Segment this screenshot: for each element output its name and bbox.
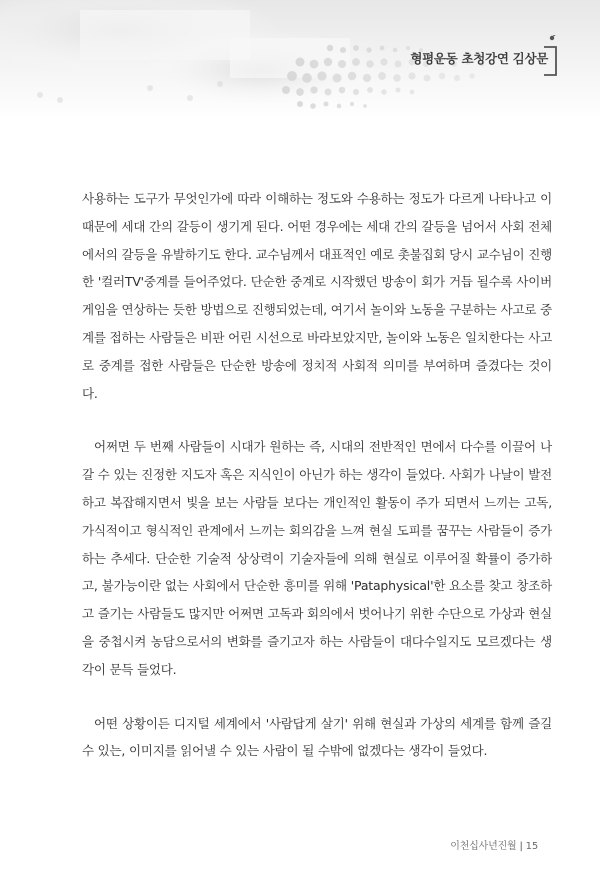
decorative-dot [469, 73, 475, 79]
decorative-dot [297, 101, 303, 107]
decorative-dot [352, 58, 360, 66]
decorative-dot [339, 87, 346, 94]
decorative-dot [395, 61, 402, 68]
footer-separator: | [519, 841, 523, 852]
decorative-dot [337, 104, 342, 109]
article-body [82, 185, 552, 791]
decorative-dot [296, 88, 304, 96]
header-title: 형평운동 초청강연 김상문 [410, 51, 548, 66]
page-footer [450, 837, 538, 852]
decorative-dot [353, 45, 359, 51]
decorative-dot [317, 71, 326, 80]
decorative-dot [393, 48, 398, 53]
decorative-dot [302, 73, 312, 83]
decorative-dot [310, 86, 317, 93]
decorative-dot [393, 74, 401, 82]
decorative-dot [324, 58, 332, 66]
paragraph-2: 어쩌면 두 번째 사람들이 시대가 원하는 즉, 시대의 전반적인 면에서 다수를 이끌어 나갈 수 있는 진정한 지도자 혹은 지식인이 아닌가 하는 생각이 들었다. 사회가 나날이 발전하고 복잡해지면서 빛을 보는 사람들 보다는 개인적인 활동이 주가 되면서 느끼는 고독, 가식적이고 형식적인 관계에서 느끼는 회의감을 느껴 현실 도피를 꿈꾸는 사람들이 증가하는 추세다. 단순한 기술적 상상력이 기술자들에 의해 현실로 이루어질 확률이 증가하고, 불가능이란 없는 사회에서 단순한 흥미를 위해 'Pataphysical'한 요소를 찾고 창조하고 즐기는 사람들도 많지만 어쩌면 고독과 회의에서 벗어나기 위한 수단으로 가상과 현실을 중첩시켜 농담으로서의 변화를 즐기고자 하는 사람들이 대다수일지도 모르겠다는 생각이 문득 들었다. [82, 439, 552, 677]
decorative-dot [333, 74, 342, 83]
decorative-dot [408, 72, 415, 79]
decorative-dot [37, 92, 43, 98]
decorative-dot [363, 104, 367, 108]
decorative-dot [395, 87, 400, 92]
decorative-dot [147, 85, 153, 91]
decorative-dot [187, 95, 193, 101]
paragraph-3: 어떤 상황이든 디지털 세계에서 '사람답게 살기' 위해 현실과 가상의 세계를 함께 즐길 수 있는, 이미지를 읽어낼 수 있는 사람이 될 수밖에 없겠다는 생각이 들었다. [82, 715, 552, 759]
decorative-dot [350, 102, 354, 106]
decorative-dot [380, 46, 385, 51]
decorative-dot [282, 86, 290, 94]
decorative-dot [323, 101, 328, 106]
decorative-dot [366, 60, 374, 68]
decorative-dot [348, 72, 357, 81]
decorative-dot [327, 45, 333, 51]
decorative-dot [439, 73, 446, 80]
decorative-dot [310, 60, 319, 69]
decorative-dot [310, 103, 316, 109]
decorative-dot [353, 89, 359, 95]
decorative-dot [378, 72, 386, 80]
decorative-dot [424, 75, 431, 82]
decorative-dot [217, 81, 223, 87]
paragraph-1: 사용하는 도구가 무엇인가에 따라 이해하는 정도와 수용하는 정도가 다르게 나타나고 이 때문에 세대 간의 갈등이 생기게 된다. 어떤 경우에는 세대 간의 갈등을 넘어서 사회 전체에서의 갈등을 유발하기도 한다. 교수님께서 대표적인 예로 촛불집회 당시 교수님이 진행한 '컬러TV'중계를 들어주었다. 단순한 중계로 시작했던 방송이 회가 거듭 될수록 사이버 게임을 연상하는 듯한 방법으로 진행되었는데, 여기서 놀이와 노동을 구분하는 사고로 중계를 접하는 사람들은 비판 어린 시선으로 바라보았지만, 놀이와 노동은 일치한다는 사고로 중계를 접한 사람들은 단순한 방송에 정치적 사회적 의미를 부여하며 즐겼다는 것이다. [82, 191, 552, 401]
decorative-dot [380, 58, 387, 65]
decorative-dot [296, 58, 305, 67]
decorative-dot [454, 75, 460, 81]
page-number: 15 [525, 841, 538, 852]
decorative-dot [363, 74, 371, 82]
decorative-dot [410, 90, 415, 95]
decorative-dot [325, 89, 332, 96]
footer-book-title: 이천십사년진월 [450, 841, 517, 852]
decorative-dot [366, 47, 371, 52]
decorative-dot [338, 60, 346, 68]
decorative-dot [287, 71, 297, 81]
decorative-dot [57, 97, 63, 103]
decorative-dot [381, 89, 386, 94]
decorative-dot [367, 87, 373, 93]
decorative-dot [340, 47, 346, 53]
